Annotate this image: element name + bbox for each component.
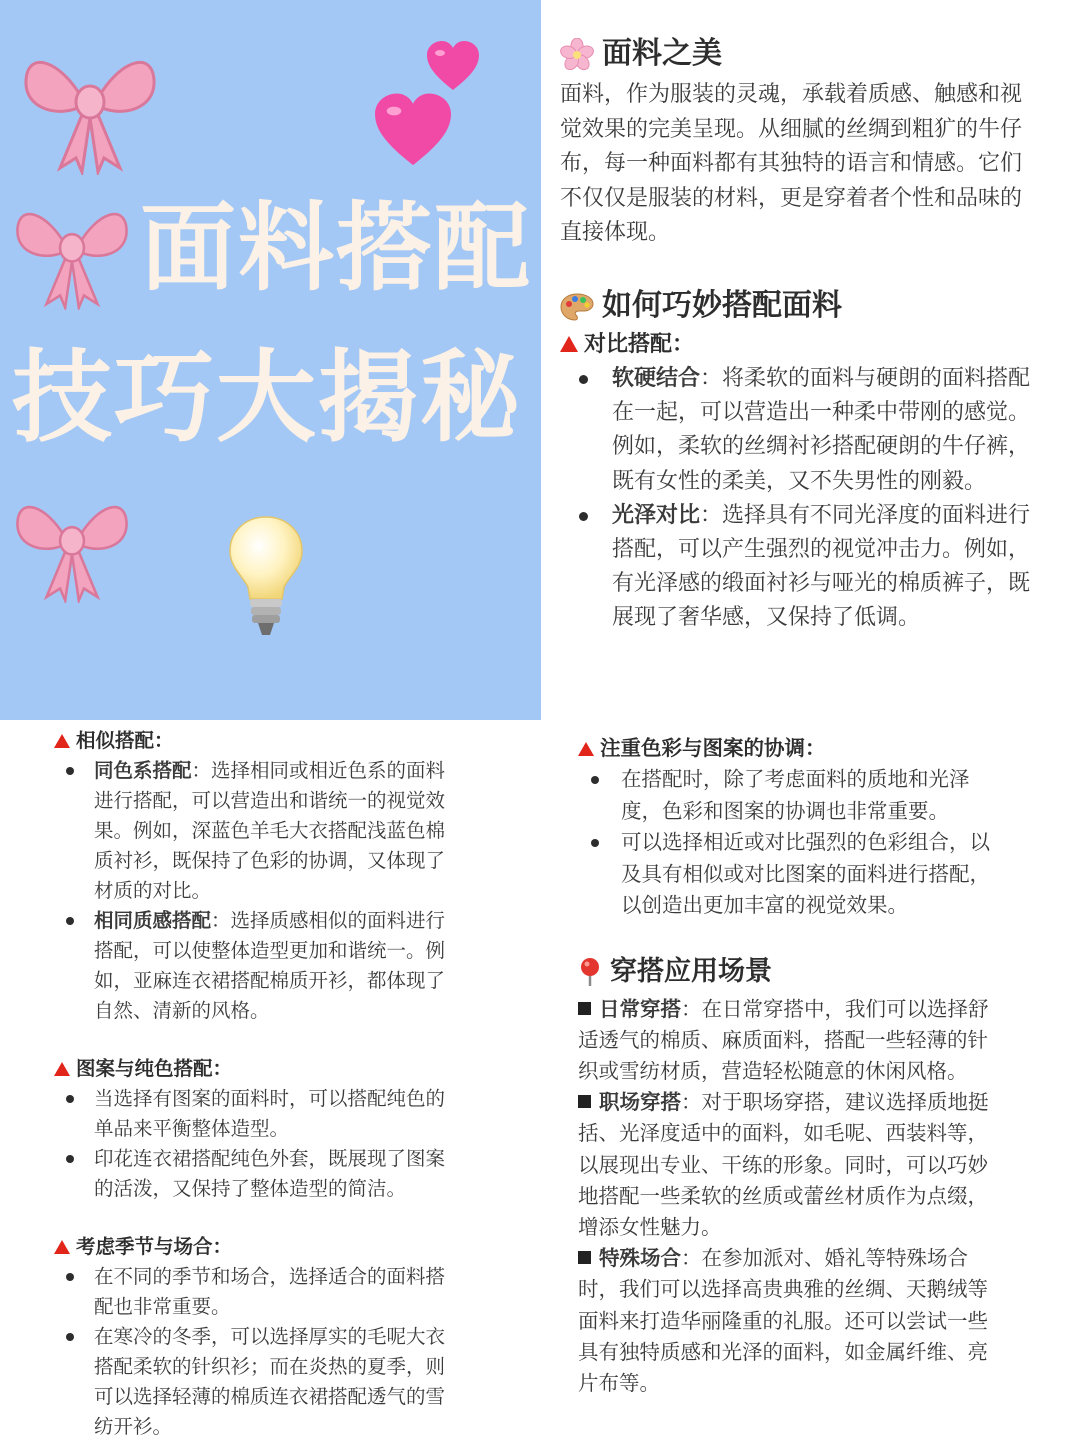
- list-item: 特殊场合：在参加派对、婚礼等特殊场合时，我们可以选择高贵典雅的丝绸、天鹅绒等面料来打造华丽隆重的礼服。还可以尝试一些具有独特质感和光泽的面料，如金属纤维、亮片布等。: [578, 1246, 988, 1395]
- bullet-icon: [591, 776, 599, 784]
- list-item: 在寒冷的冬季，可以选择厚实的毛呢大衣搭配柔软的针织衫；而在炎热的夏季，则可以选择轻薄的棉质连衣裙搭配透气的雪纺开衫。: [54, 1322, 459, 1442]
- contrast-heading: 对比搭配：: [560, 328, 1040, 362]
- list-item: 可以选择相近或对比强烈的色彩组合，以及具有相似或对比图案的面料进行搭配，以创造出更加丰富的视觉效果。: [578, 827, 1003, 922]
- color-list: [578, 764, 1003, 922]
- similar-heading: 相似搭配：: [54, 726, 459, 756]
- section-paragraph: 面料，作为服装的灵魂，承载着质感、触感和视觉效果的完美呈现。从细腻的丝绸到粗犷的牛仔布，每一种面料都有其独特的语言和情感。它们不仅仅是服装的材料，更是穿着者个性和品味的直接体现。: [560, 82, 1023, 245]
- cover-panel: [0, 0, 541, 720]
- contrast-list: [560, 362, 1040, 636]
- heart-icon: [425, 40, 481, 92]
- red-triangle-icon: [560, 336, 578, 352]
- section-how-to-match: [560, 284, 1040, 636]
- round-pushpin-icon: [578, 957, 602, 987]
- pattern-list: [54, 1084, 459, 1204]
- season-list: [54, 1262, 459, 1442]
- bullet-icon: [66, 767, 74, 775]
- ribbon-bow-icon: [12, 488, 132, 603]
- cover-title-line-1: 面料搭配: [140, 192, 532, 304]
- ribbon-bow-icon: [12, 195, 132, 310]
- section-title-text: 穿搭应用场景: [610, 955, 772, 987]
- bullet-icon: [579, 375, 588, 384]
- black-square-icon: [578, 1095, 591, 1108]
- red-triangle-icon: [54, 734, 70, 748]
- list-item: 日常穿搭：在日常穿搭中，我们可以选择舒适透气的棉质、麻质面料，搭配一些轻薄的针织或雪纺材质，营造轻松随意的休闲风格。: [578, 996, 989, 1083]
- ribbon-bow-icon: [20, 40, 160, 175]
- bullet-icon: [66, 1273, 74, 1281]
- section-right-column: [578, 733, 1003, 1399]
- pattern-heading: 图案与纯色搭配：: [54, 1054, 459, 1084]
- section-title: [560, 32, 1040, 76]
- scenes-list: [578, 994, 1003, 1400]
- list-item: 软硬结合：将柔软的面料与硬朗的面料搭配在一起，可以营造出一种柔中带刚的感觉。例如，柔软的丝绸衬衫搭配硬朗的牛仔裤，既有女性的柔美，又不失男性的刚毅。: [560, 362, 1040, 499]
- red-triangle-icon: [54, 1240, 70, 1254]
- section-title-text: 面料之美: [602, 36, 722, 71]
- black-square-icon: [578, 1251, 591, 1264]
- section-fabric-beauty: [560, 32, 1040, 251]
- scenes-title: [578, 952, 1003, 992]
- list-item: 光泽对比：选择具有不同光泽度的面料进行搭配，可以产生强烈的视觉冲击力。例如，有光泽感的缎面衬衫与哑光的棉质裤子，既展现了奢华感，又保持了低调。: [560, 499, 1040, 636]
- section-left-column: [54, 726, 459, 1442]
- season-heading: 考虑季节与场合：: [54, 1232, 459, 1262]
- bullet-icon: [66, 917, 74, 925]
- list-item: 同色系搭配：选择相同或相近色系的面料进行搭配，可以营造出和谐统一的视觉效果。例如，深蓝色羊毛大衣搭配浅蓝色棉质衬衫，既保持了色彩的协调，又体现了材质的对比。: [54, 756, 459, 906]
- bullet-icon: [66, 1155, 74, 1163]
- list-item: 在搭配时，除了考虑面料的质地和光泽度，色彩和图案的协调也非常重要。: [578, 764, 1003, 827]
- bullet-icon: [66, 1095, 74, 1103]
- list-item: 印花连衣裙搭配纯色外套，既展现了图案的活泼，又保持了整体造型的简洁。: [54, 1144, 459, 1204]
- color-heading: 注重色彩与图案的协调：: [578, 733, 1003, 764]
- bullet-icon: [579, 512, 588, 521]
- bullet-icon: [591, 839, 599, 847]
- red-triangle-icon: [578, 742, 594, 756]
- similar-list: [54, 756, 459, 1026]
- red-triangle-icon: [54, 1062, 70, 1076]
- cherry-blossom-icon: [560, 38, 594, 72]
- list-item: 在不同的季节和场合，选择适合的面料搭配也非常重要。: [54, 1262, 459, 1322]
- list-item: 职场穿搭：对于职场穿搭，建议选择质地挺括、光泽度适中的面料，如毛呢、西装料等，以展现出专业、干练的形象。同时，可以巧妙地搭配一些柔软的丝质或蕾丝材质作为点缀，增添女性魅力。: [578, 1090, 989, 1239]
- heart-icon: [372, 92, 454, 168]
- list-item: 当选择有图案的面料时，可以搭配纯色的单品来平衡整体造型。: [54, 1084, 459, 1144]
- bullet-icon: [66, 1333, 74, 1341]
- list-item: 相同质感搭配：选择质感相似的面料进行搭配，可以使整体造型更加和谐统一。例如，亚麻连衣裙搭配棉质开衫，都体现了自然、清新的风格。: [54, 906, 459, 1026]
- cover-title-line-2: 技巧大揭秘: [12, 339, 522, 456]
- light-bulb-icon: [228, 515, 304, 640]
- section-title-text: 如何巧妙搭配面料: [602, 288, 842, 323]
- section-title: [560, 284, 1040, 328]
- palette-icon: [560, 292, 594, 322]
- black-square-icon: [578, 1002, 591, 1015]
